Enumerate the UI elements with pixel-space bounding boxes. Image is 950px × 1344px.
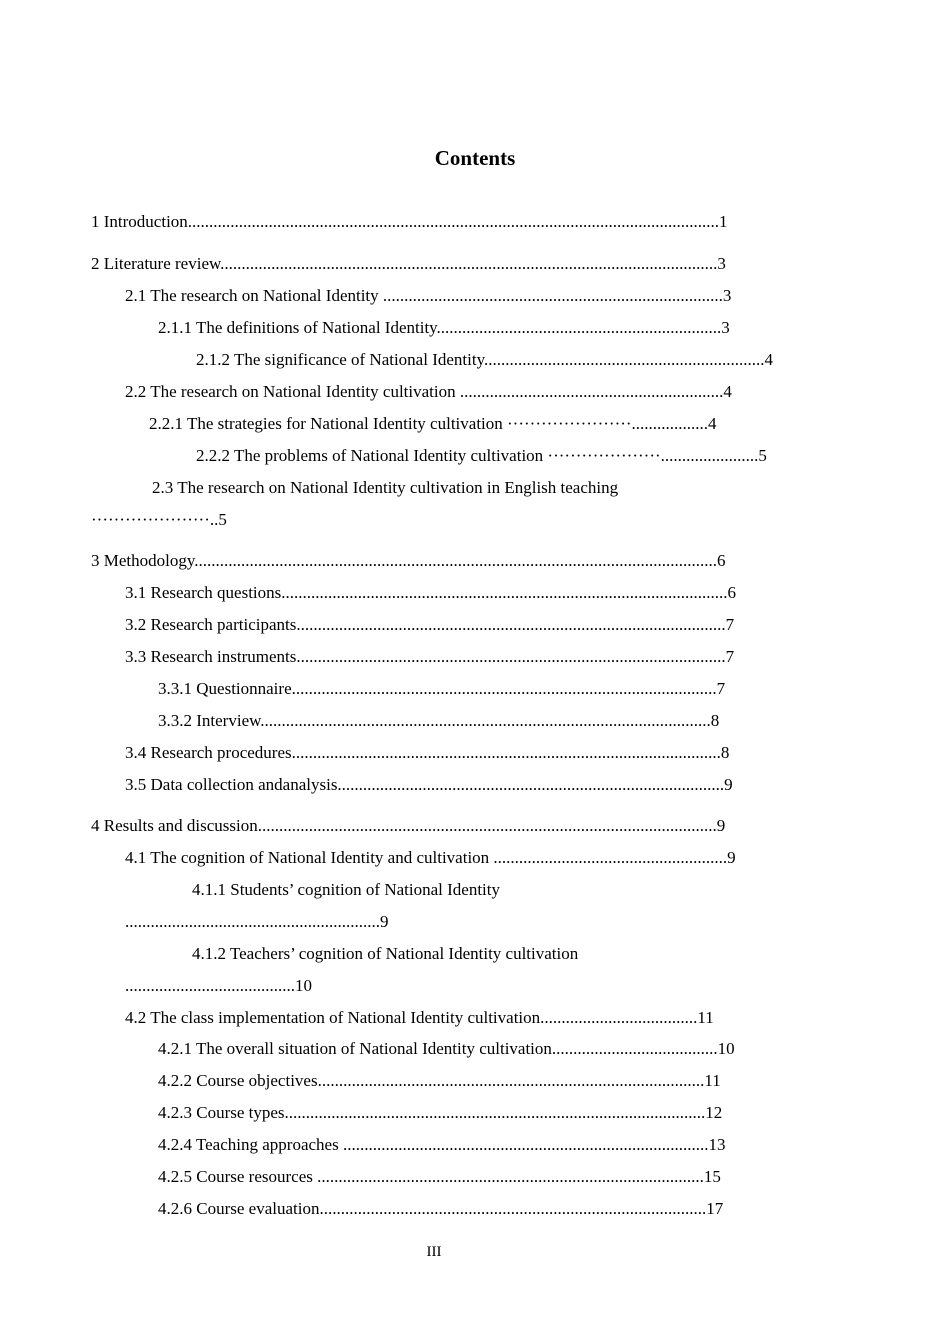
- toc-entry-3[interactable]: 3 Methodology...........................................................................................................................6: [91, 551, 726, 570]
- toc-entry-2-3[interactable]: 2.3 The research on National Identity cultivation in English teaching: [152, 478, 619, 497]
- toc-entry-4-1[interactable]: 4.1 The cognition of National Identity and cultivation .......................................................9: [125, 848, 736, 867]
- toc-entry-1[interactable]: 1 Introduction.............................................................................................................................1: [91, 212, 728, 231]
- toc-entry-4-2-2[interactable]: 4.2.2 Course objectives...........................................................................................11: [158, 1071, 721, 1090]
- toc-entry-4-2-5[interactable]: 4.2.5 Course resources ...........................................................................................15: [158, 1167, 721, 1186]
- toc-entry-3-4[interactable]: 3.4 Research procedures.....................................................................................................8: [125, 743, 730, 762]
- toc-entry-4-2-6[interactable]: 4.2.6 Course evaluation...........................................................................................17: [158, 1199, 724, 1218]
- toc-entry-3-3-2[interactable]: 3.3.2 Interview..........................................................................................................8: [158, 711, 720, 730]
- contents-title: Contents: [434, 146, 516, 170]
- toc-entry-2-1-2[interactable]: 2.1.2 The significance of National Identity..................................................................4: [196, 350, 773, 369]
- toc-entry-3-2[interactable]: 3.2 Research participants.....................................................................................................7: [125, 615, 735, 634]
- toc-entry-3-5[interactable]: 3.5 Data collection andanalysis...........................................................................................9: [125, 775, 733, 794]
- toc-entry-2-2-2[interactable]: 2.2.2 The problems of National Identity cultivation ····················.......................5: [196, 446, 767, 465]
- toc-entry-3-3-1[interactable]: 3.3.1 Questionnaire....................................................................................................7: [158, 679, 726, 698]
- toc-entry-4-1-2-continuation[interactable]: ........................................10: [125, 976, 312, 995]
- toc-entry-4-2-3[interactable]: 4.2.3 Course types...................................................................................................12: [158, 1103, 723, 1122]
- toc-entry-4-2[interactable]: 4.2 The class implementation of National Identity cultivation.....................................11: [125, 1008, 714, 1027]
- toc-entry-4-1-1[interactable]: 4.1.1 Students’ cognition of National Identity: [192, 880, 501, 899]
- toc-entry-3-3[interactable]: 3.3 Research instruments.....................................................................................................7: [125, 647, 735, 666]
- toc-entry-4-2-1[interactable]: 4.2.1 The overall situation of National Identity cultivation.......................................10: [158, 1039, 735, 1058]
- toc-entry-4-2-4[interactable]: 4.2.4 Teaching approaches ......................................................................................13: [158, 1135, 726, 1154]
- page-number: III: [426, 1244, 442, 1260]
- toc-entry-4-1-1-continuation[interactable]: ............................................................9: [125, 912, 389, 931]
- toc-entry-4-1-2[interactable]: 4.1.2 Teachers’ cognition of National Identity cultivation: [192, 944, 579, 963]
- toc-entry-2-1-1[interactable]: 2.1.1 The definitions of National Identity...................................................................3: [158, 318, 730, 337]
- toc-entry-2-1[interactable]: 2.1 The research on National Identity ................................................................................3: [125, 286, 732, 305]
- toc-entry-2[interactable]: 2 Literature review.....................................................................................................................3: [91, 254, 726, 273]
- toc-entry-2-2[interactable]: 2.2 The research on National Identity cultivation ..............................................................4: [125, 382, 732, 401]
- toc-entry-2-3-continuation[interactable]: ·····················..5: [91, 510, 227, 529]
- toc-entry-3-1[interactable]: 3.1 Research questions.........................................................................................................6: [125, 583, 737, 602]
- toc-entry-2-2-1[interactable]: 2.2.1 The strategies for National Identity cultivation ······················..................4: [149, 414, 717, 433]
- toc-entry-4[interactable]: 4 Results and discussion............................................................................................................9: [91, 816, 726, 835]
